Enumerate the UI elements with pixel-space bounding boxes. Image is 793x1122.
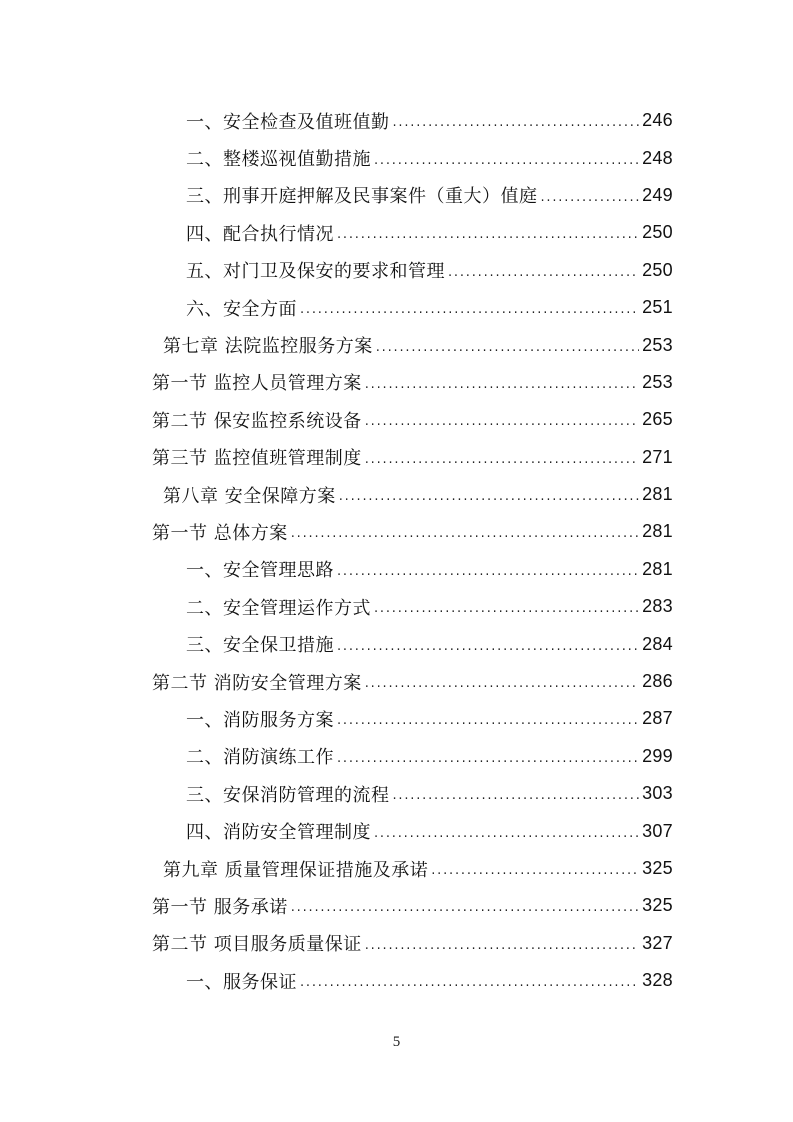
toc-entry-title: 第一节 总体方案 [152,522,288,544]
toc-entry-page: 299 [642,745,673,766]
toc-entry-title: 第二节 项目服务质量保证 [152,934,362,956]
toc-entry-title: 五、对门卫及保安的要求和管理 [186,261,445,283]
toc-entry-page: 251 [642,297,673,318]
toc-entry[interactable] [0,177,793,214]
toc-entry[interactable] [0,738,793,775]
toc-entry-title: 一、安全检查及值班值勤 [186,111,390,133]
toc-entry[interactable] [0,139,793,176]
toc-entry[interactable] [0,252,793,289]
toc-entry[interactable] [0,476,793,513]
toc-dot-leader [365,414,639,429]
toc-entry-page: 271 [642,446,673,467]
toc-dot-leader [300,975,639,990]
toc-entry-title: 三、安全保卫措施 [186,635,334,657]
toc-dot-leader [365,676,639,691]
toc-entry-page: 281 [642,484,673,505]
toc-entry[interactable] [0,513,793,550]
toc-entry-title: 二、安全管理运作方式 [186,597,371,619]
toc-entry-title: 一、安全管理思路 [186,560,334,582]
toc-entry-page: 283 [642,596,673,617]
toc-entry-title: 第一节 服务承诺 [152,896,288,918]
toc-entry-page: 249 [642,184,673,205]
toc-entry[interactable] [0,214,793,251]
toc-entry-title: 第一节 监控人员管理方案 [152,373,362,395]
toc-entry-title: 第七章 法院监控服务方案 [163,336,373,358]
toc-entry-page: 286 [642,671,673,692]
toc-entry-page: 325 [642,858,673,878]
toc-entry-page: 250 [642,222,673,243]
page-number: 5 [392,1034,401,1050]
toc-entry-title: 第二节 保安监控系统设备 [152,410,362,432]
toc-entry-page: 327 [642,932,673,953]
toc-entry[interactable] [0,812,793,849]
toc-entry-title: 六、安全方面 [186,298,297,320]
toc-dot-leader [374,153,639,168]
toc-entry[interactable] [0,326,793,363]
toc-entry-page: 246 [642,110,673,131]
toc-entry-page: 303 [642,783,673,804]
toc-dot-leader [300,302,639,317]
toc-entry-page: 307 [642,820,673,841]
toc-dot-leader [365,938,639,953]
toc-dot-leader [339,489,639,504]
toc-dot-leader [291,900,639,915]
toc-entry[interactable] [0,439,793,476]
toc-entry[interactable] [0,289,793,326]
toc-entry[interactable] [0,850,793,887]
toc-dot-leader [541,190,640,205]
toc-entry-title: 二、整楼巡视值勤措施 [186,149,371,171]
toc-entry-title: 三、刑事开庭押解及民事案件（重大）值庭 [186,186,538,208]
toc-entry-page: 250 [642,259,673,280]
toc-entry-page: 265 [642,409,673,430]
toc-entry-page: 248 [642,147,673,168]
toc-entry[interactable] [0,102,793,139]
toc-dot-leader [374,601,639,616]
toc-entry[interactable] [0,588,793,625]
toc-entry[interactable] [0,775,793,812]
toc-entry-page: 253 [642,371,673,392]
toc-dot-leader [291,526,639,541]
toc-dot-leader [374,826,639,841]
toc-entry[interactable] [0,925,793,962]
toc-entry[interactable] [0,401,793,438]
toc-entry-title: 二、消防演练工作 [186,747,334,769]
toc-entry-title: 四、配合执行情况 [186,223,334,245]
toc-entry-title: 三、安保消防管理的流程 [186,784,390,806]
toc-entry[interactable] [0,625,793,662]
toc-entry-page: 284 [642,633,673,654]
toc-entry[interactable] [0,700,793,737]
toc-entry-page: 281 [642,558,673,579]
toc-entry-title: 一、消防服务方案 [186,709,334,731]
toc-dot-leader [376,340,639,355]
toc-dot-leader [337,227,639,242]
toc-entry-title: 第三节 监控值班管理制度 [152,448,362,470]
table-of-contents [0,102,793,999]
toc-dot-leader [337,713,639,728]
toc-dot-leader [393,115,640,130]
toc-entry-title: 一、服务保证 [186,971,297,993]
toc-entry[interactable] [0,551,793,588]
toc-dot-leader [365,452,639,467]
toc-dot-leader [337,564,639,579]
toc-entry-title: 第九章 质量管理保证措施及承诺 [163,859,429,881]
toc-entry-page: 281 [642,521,673,542]
toc-entry-title: 第二节 消防安全管理方案 [152,672,362,694]
toc-entry[interactable] [0,663,793,700]
toc-entry-title: 第八章 安全保障方案 [163,485,336,507]
toc-dot-leader [337,751,639,766]
toc-dot-leader [337,639,639,654]
toc-entry[interactable] [0,364,793,401]
toc-dot-leader [365,377,639,392]
toc-entry[interactable] [0,962,793,999]
toc-entry[interactable] [0,887,793,924]
toc-dot-leader [431,863,639,878]
toc-dot-leader [448,265,639,280]
toc-entry-page: 287 [642,708,673,729]
toc-entry-page: 325 [642,895,673,916]
toc-entry-page: 328 [642,970,673,991]
toc-entry-page: 253 [642,334,673,355]
toc-dot-leader [393,788,640,803]
toc-entry-title: 四、消防安全管理制度 [186,822,371,844]
